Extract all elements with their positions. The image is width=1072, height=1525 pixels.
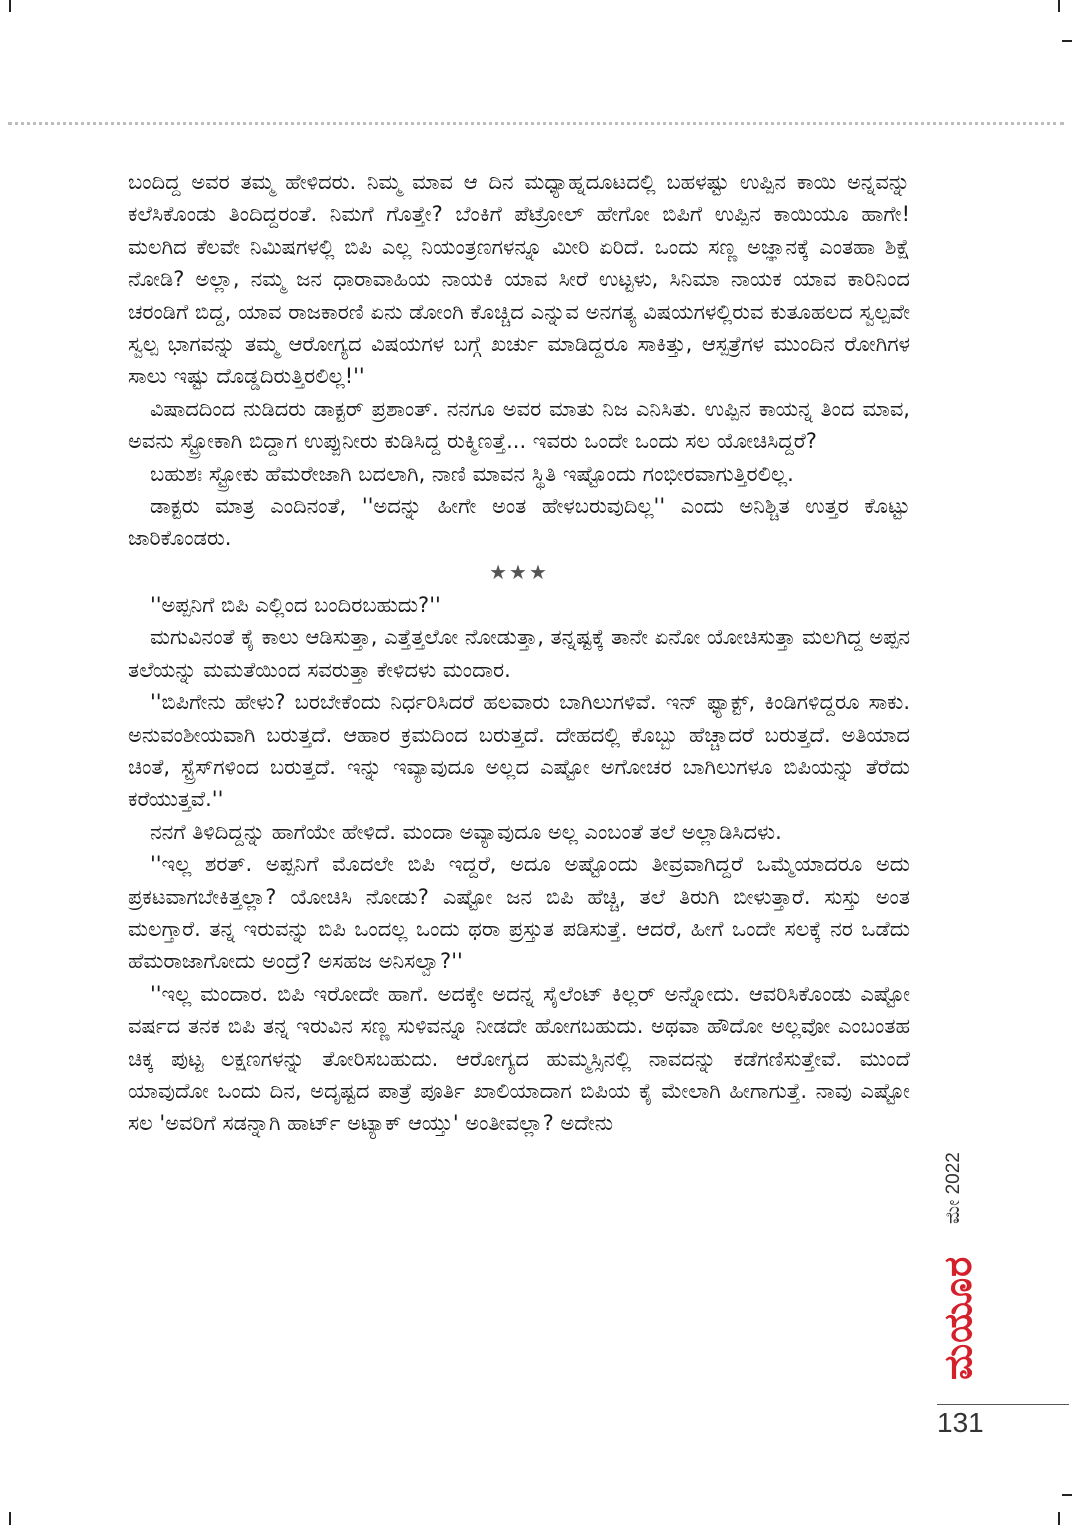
paragraph: ''ಇಲ್ಲ ಶರತ್. ಅಪ್ಪನಿಗೆ ಮೊದಲೇ ಬಿಪಿ ಇದ್ದರೆ, ಅದೂ ಅಷ್ಟೊಂದು ತೀವ್ರವಾಗಿದ್ದರೆ ಒಮ್ಮೆಯಾದರೂ ಅದು ಪ್ರಕಟವಾಗಬೇಕಿತ್ತಲ್ಲಾ? ಯೋಚಿಸಿ ನೋಡು? ಎಷ್ಟೋ ಜನ ಬಿಪಿ ಹೆಚ್ಚಿ, ತಲೆ ತಿರುಗಿ ಬೀಳುತ್ತಾರೆ. ಸುಸ್ತು ಅಂತ ಮಲಗ್ತಾರೆ. ತನ್ನ ಇರುವನ್ನು ಬಿಪಿ ಒಂದಲ್ಲ ಒಂದು ಥರಾ ಪ್ರಸ್ತುತ ಪಡಿಸುತ್ತೆ. ಆದರೆ, ಹೀಗೆ ಒಂದೇ ಸಲಕ್ಕೆ ನರ ಒಡೆದು ಹೆಮರಾಜಾಗೋದು ಅಂದ್ರೆ? ಅಸಹಜ ಅನಿಸಲ್ವಾ?'' xyxy=(128,852,910,974)
paragraph: ವಿಷಾದದಿಂದ ನುಡಿದರು ಡಾಕ್ಟರ್ ಪ್ರಶಾಂತ್. ನನಗೂ ಅವರ ಮಾತು ನಿಜ ಎನಿಸಿತು. ಉಪ್ಪಿನ ಕಾಯನ್ನ ತಿಂದ ಮಾವ, ಅವನು ಸ್ಟ್ರೋಕಾಗಿ ಬಿದ್ದಾಗ ಉಪ್ಪುನೀರು ಕುಡಿಸಿದ್ದ ರುಕ್ಮಿಣತ್ತೆ... ಇವರು ಒಂದೇ ಒಂದು ಸಲ ಯೋಚಿಸಿದ್ದರೆ? xyxy=(128,396,910,454)
crop-mark-right-upper xyxy=(1062,40,1072,42)
crop-mark-top-right xyxy=(1058,0,1060,12)
paragraph: ''ಬಿಪಿಗೇನು ಹೇಳು? ಬರಬೇಕೆಂದು ನಿರ್ಧರಿಸಿದರೆ ಹಲವಾರು ಬಾಗಿಲುಗಳಿವೆ. ಇನ್ ಫ್ಯಾಕ್ಟ್, ಕಿಂಡಿಗಳಿದ್ದರೂ ಸಾಕು. ಅನುವಂಶೀಯವಾಗಿ ಬರುತ್ತದೆ. ಆಹಾರ ಕ್ರಮದಿಂದ ಬರುತ್ತದೆ. ದೇಹದಲ್ಲಿ ಕೊಬ್ಬು ಹೆಚ್ಚಾದರೆ ಬರುತ್ತದೆ. ಅತಿಯಾದ ಚಿಂತೆ, ಸ್ಟ್ರೆಸ್‌ಗಳಿಂದ ಬರುತ್ತದೆ. ಇನ್ನು ಇವ್ಯಾವುದೂ ಅಲ್ಲದ ಎಷ್ಟೋ ಅಗೋಚರ ಬಾಗಿಲುಗಳೂ ಬಿಪಿಯನ್ನು ತೆರೆದು ಕರೆಯುತ್ತವೆ.'' xyxy=(128,690,910,812)
crop-mark-bottom-right xyxy=(1058,1512,1060,1525)
paragraph: ಬಂದಿದ್ದ ಅವರ ತಮ್ಮ ಹೇಳಿದರು. ನಿಮ್ಮ ಮಾವ ಆ ದಿನ ಮಧ್ಯಾಹ್ನದೂಟದಲ್ಲಿ ಬಹಳಷ್ಟು ಉಪ್ಪಿನ ಕಾಯಿ ಅನ್ನವನ್ನು ಕಲೆಸಿಕೊಂಡು ತಿಂದಿದ್ದರಂತೆ. ನಿಮಗೆ ಗೊತ್ತೇ? ಬೆಂಕಿಗೆ ಪೆಟ್ರೋಲ್ ಹೇಗೋ ಬಿಪಿಗೆ ಉಪ್ಪಿನ ಕಾಯಿಯೂ ಹಾಗೇ! ಮಲಗಿದ ಕೆಲವೇ ನಿಮಿಷಗಳಲ್ಲಿ ಬಿಪಿ ಎಲ್ಲ ನಿಯಂತ್ರಣಗಳನ್ನೂ ಮೀರಿ ಏರಿದೆ. ಒಂದು ಸಣ್ಣ ಅಜ್ಞಾನಕ್ಕೆ ಎಂತಹಾ ಶಿಕ್ಷೆ ನೋಡಿ? ಅಲ್ಲಾ, ನಮ್ಮ ಜನ ಧಾರಾವಾಹಿಯ ನಾಯಕಿ ಯಾವ ಸೀರೆ ಉಟ್ಟಳು, ಸಿನಿಮಾ ನಾಯಕ ಯಾವ ಕಾರಿನಿಂದ ಚರಂಡಿಗೆ ಬಿದ್ದ, ಯಾವ ರಾಜಕಾರಣಿ ಏನು ಡೋಂಗಿ ಕೊಚ್ಚಿದ ಎನ್ನುವ ಅನಗತ್ಯ ವಿಷಯಗಳಲ್ಲಿರುವ ಕುತೂಹಲದ ಸ್ವಲ್ಪವೇ ಸ್ವಲ್ಪ ಭಾಗವನ್ನು ತಮ್ಮ ಆರೋಗ್ಯದ ವಿಷಯಗಳ ಬಗ್ಗೆ ಖರ್ಚು ಮಾಡಿದ್ದರೂ ಸಾಕಿತ್ತು, ಆಸ್ಪತ್ರೆಗಳ ಮುಂದಿನ ರೋಗಿಗಳ ಸಾಲು ಇಷ್ಟು ದೊಡ್ಡದಿರುತ್ತಿರಲಿಲ್ಲ!'' xyxy=(128,170,910,389)
page-number: 131 xyxy=(937,1407,984,1438)
header-dotted-rule xyxy=(8,122,1064,125)
crop-mark-top-left xyxy=(9,0,11,12)
paragraph: ''ಇಲ್ಲ ಮಂದಾರ. ಬಿಪಿ ಇರೋದೇ ಹಾಗೆ. ಅದಕ್ಕೇ ಅದನ್ನ ಸೈಲೆಂಟ್ ಕಿಲ್ಲರ್ ಅನ್ನೋದು. ಆವರಿಸಿಕೊಂಡು ಎಷ್ಟೋ ವರ್ಷದ ತನಕ ಬಿಪಿ ತನ್ನ ಇರುವಿನ ಸಣ್ಣ ಸುಳಿವನ್ನೂ ನೀಡದೇ ಹೋಗಬಹುದು. ಅಥವಾ ಹೌದೋ ಅಲ್ಲವೋ ಎಂಬಂತಹ ಚಿಕ್ಕ ಪುಟ್ಟ ಲಕ್ಷಣಗಳನ್ನು ತೋರಿಸಬಹುದು. ಆರೋಗ್ಯದ ಹುಮ್ಮಸ್ಸಿನಲ್ಲಿ ನಾವದನ್ನು ಕಡೆಗಣಿಸುತ್ತೇವೆ. ಮುಂದೆ ಯಾವುದೋ ಒಂದು ದಿನ, ಅದೃಷ್ಟದ ಪಾತ್ರೆ ಪೂರ್ತಿ ಖಾಲಿಯಾದಾಗ ಬಿಪಿಯ ಕೈ ಮೇಲಾಗಿ ಹೀಗಾಗುತ್ತೆ. ನಾವು ಎಷ್ಟೋ ಸಲ 'ಅವರಿಗೆ ಸಡನ್ನಾಗಿ ಹಾರ್ಟ್ ಅಟ್ಯಾಕ್ ಆಯ್ತು' ಅಂತೀವಲ್ಲಾ? ಅದೇನು xyxy=(128,981,910,1136)
issue-date: ಮೇ 2022 xyxy=(943,1152,964,1224)
crop-mark-bottom-left xyxy=(9,1512,11,1525)
paragraph: ಮಗುವಿನಂತೆ ಕೈ ಕಾಲು ಆಡಿಸುತ್ತಾ, ಎತ್ತೆತ್ತಲೋ ನೋಡುತ್ತಾ, ತನ್ನಷ್ಟಕ್ಕೆ ತಾನೇ ಏನೋ ಯೋಚಿಸುತ್ತಾ ಮಲಗಿದ್ದ ಅಪ್ಪನ ತಲೆಯನ್ನು ಮಮತೆಯಿಂದ ಸವರುತ್ತಾ ಕೇಳಿದಳು ಮಂದಾರ. xyxy=(128,625,910,682)
paragraph: ''ಅಪ್ಪನಿಗೆ ಬಿಪಿ ಎಲ್ಲಿಂದ ಬಂದಿರಬಹುದು?'' xyxy=(150,592,441,617)
magazine-logo: ಮಯೂರ xyxy=(936,1255,980,1380)
page-number-rule xyxy=(937,1404,1069,1405)
article-body xyxy=(128,166,910,1140)
section-separator: ★★★ xyxy=(489,559,549,584)
paragraph: ನನಗೆ ತಿಳಿದಿದ್ದನ್ನು ಹಾಗೆಯೇ ಹೇಳಿದೆ. ಮಂದಾ ಅವ್ಯಾವುದೂ ಅಲ್ಲ ಎಂಬಂತೆ ತಲೆ ಅಲ್ಲಾಡಿಸಿದಳು. xyxy=(150,819,782,844)
crop-mark-right-lower xyxy=(1062,1494,1072,1496)
paragraph: ಡಾಕ್ಟರು ಮಾತ್ರ ಎಂದಿನಂತೆ, ''ಅದನ್ನು ಹೀಗೇ ಅಂತ ಹೇಳಬರುವುದಿಲ್ಲ'' ಎಂದು ಅನಿಶ್ಚಿತ ಉತ್ತರ ಕೊಟ್ಟು ಜಾರಿಕೊಂಡರು. xyxy=(128,494,910,551)
paragraph: ಬಹುಶಃ ಸ್ಟ್ರೋಕು ಹೆಮರೇಜಾಗಿ ಬದಲಾಗಿ, ನಾಣಿ ಮಾವನ ಸ್ಥಿತಿ ಇಷ್ಟೊಂದು ಗಂಭೀರವಾಗುತ್ತಿರಲಿಲ್ಲ. xyxy=(150,461,794,486)
